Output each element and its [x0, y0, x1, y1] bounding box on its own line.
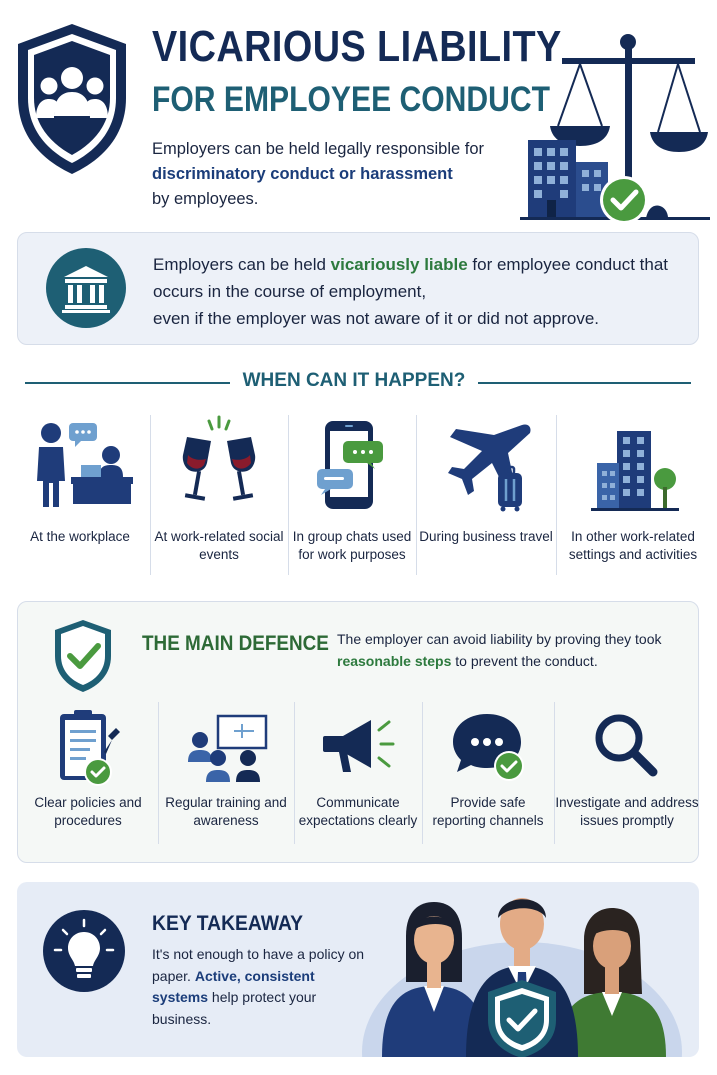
defence-item-label: Provide safe reporting channels	[432, 795, 544, 828]
defence-item-label: Communicate expectations clearly	[298, 795, 418, 828]
header	[0, 0, 717, 225]
liability-text-highlight: vicariously liable	[330, 255, 468, 274]
defence-item-label: Investigate and address issues promptly	[555, 795, 699, 828]
when-item	[416, 410, 556, 580]
megaphone-icon	[313, 706, 403, 790]
when-heading-text: WHEN CAN IT HAPPEN?	[242, 370, 466, 391]
defence-item	[422, 702, 554, 852]
page-title: VICARIOUS LIABILITY	[152, 22, 562, 71]
vicarious-liability-box	[17, 232, 699, 345]
wine-glasses-icon	[169, 415, 269, 515]
when-item	[10, 410, 150, 580]
lightbulb-icon	[43, 910, 125, 992]
defence-title: THE MAIN DEFENCE	[142, 632, 329, 655]
divider-line-right	[478, 382, 691, 384]
team-illustration	[362, 882, 682, 1057]
defence-desc-highlight: reasonable steps	[337, 653, 452, 669]
header-description-pre: Employers can be held legally responsible for	[152, 140, 485, 158]
airplane-icon	[436, 415, 536, 515]
defence-item-label: Regular training and awareness	[165, 795, 287, 828]
takeaway-title: KEY TAKEAWAY	[152, 912, 304, 935]
liability-text-mid: for employee conduct that occurs in the course of employment,	[153, 255, 669, 301]
takeaway-text-post: help protect your business.	[152, 989, 317, 1027]
liability-text-pre: Employers can be held	[153, 255, 331, 274]
defence-item-label: Clear policies and procedures	[34, 795, 142, 828]
workplace-icon	[25, 415, 135, 515]
liability-statement	[153, 251, 683, 332]
defence-item	[18, 702, 158, 852]
defence-item	[294, 702, 422, 852]
scales-building-icon	[520, 22, 710, 222]
key-takeaway-box	[17, 882, 699, 1057]
training-icon	[178, 706, 274, 790]
takeaway-text	[152, 944, 372, 1030]
takeaway-text-highlight: Active, consistent systems	[152, 967, 315, 1005]
liability-text-post: even if the employer was not aware of it or did not approve.	[153, 309, 600, 328]
defence-item	[554, 702, 700, 852]
when-scenarios	[10, 410, 710, 585]
building-icon	[583, 415, 683, 515]
courthouse-icon	[46, 248, 126, 328]
shield-people-icon	[12, 20, 132, 178]
when-item-label: At the workplace	[30, 529, 130, 544]
defence-description	[337, 628, 687, 672]
defence-desc-post: to prevent the conduct.	[451, 653, 598, 669]
main-defence-box	[17, 601, 699, 863]
divider-line-left	[25, 382, 230, 384]
when-item-label: In group chats used for work purposes	[292, 529, 412, 562]
header-description	[152, 137, 532, 212]
defence-desc-pre: The employer can avoid liability by proving they took	[337, 631, 662, 647]
when-item-label: At work-related social events	[154, 529, 284, 562]
when-item-label: During business travel	[419, 529, 553, 544]
takeaway-text-pre: It's not enough to have a policy on paper.	[152, 946, 365, 984]
when-item	[288, 410, 416, 580]
when-section-heading	[0, 368, 717, 398]
phone-chat-icon	[307, 415, 397, 515]
chat-check-icon	[443, 706, 533, 790]
header-description-post: by employees.	[152, 190, 259, 208]
defence-item	[158, 702, 294, 852]
shield-check-icon	[52, 618, 114, 694]
when-item-label: In other work-related settings and activities	[568, 529, 698, 562]
page-subtitle-heading: FOR EMPLOYEE CONDUCT	[152, 80, 551, 119]
when-item	[556, 410, 710, 580]
clipboard-check-icon	[48, 706, 128, 790]
when-item	[150, 410, 288, 580]
header-description-highlight: discriminatory conduct or harassment	[152, 165, 453, 183]
magnifier-icon	[585, 706, 669, 790]
